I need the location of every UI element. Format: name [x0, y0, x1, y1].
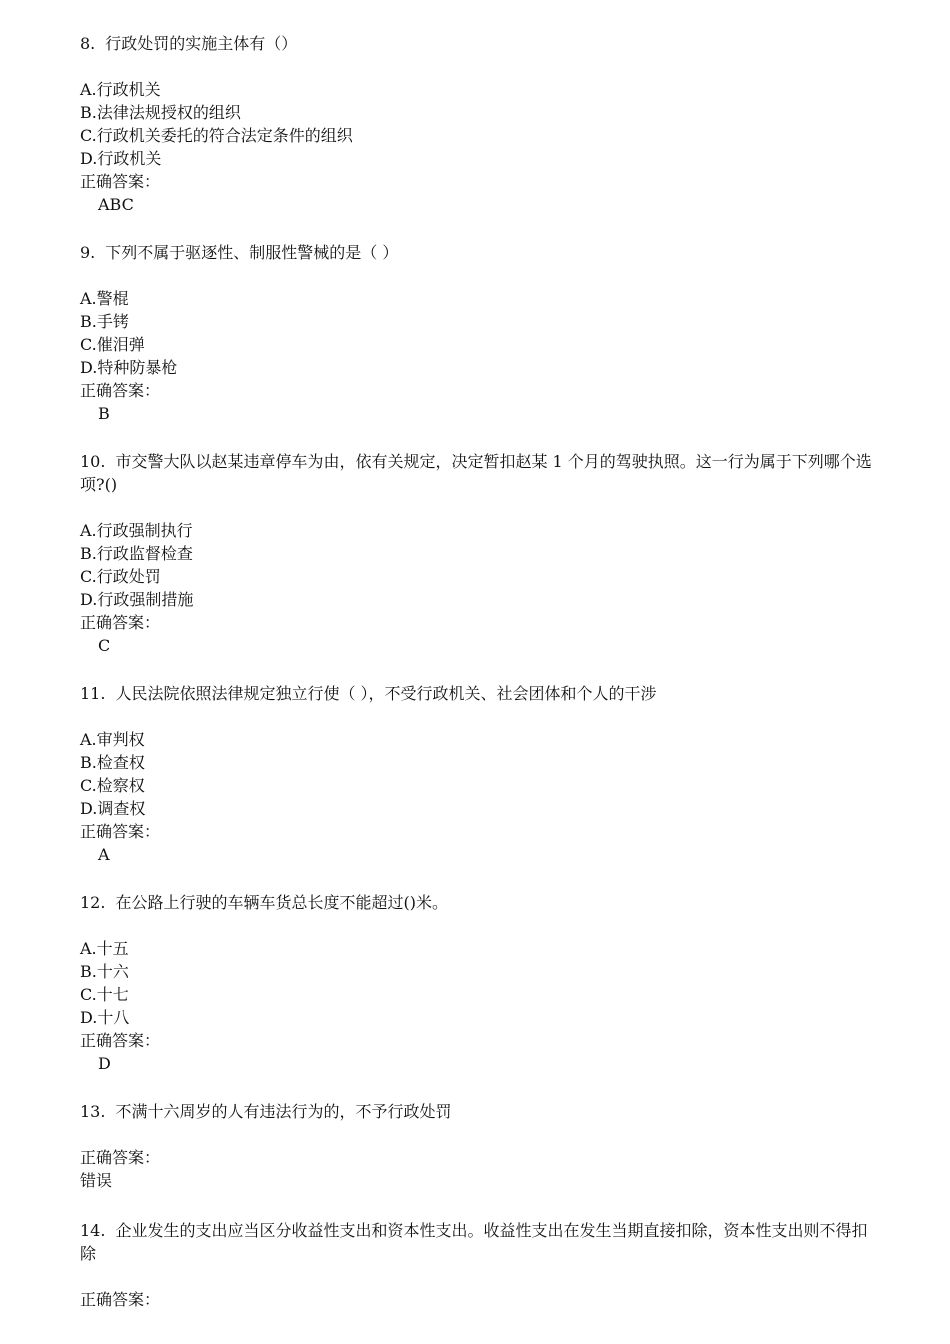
question-12	[80, 891, 880, 1075]
question-number: 14.	[80, 1221, 106, 1240]
answer-label: 正确答案：	[80, 381, 161, 400]
question-text: 下列不属于驱逐性、制服性警械的是（ ）	[105, 243, 399, 262]
question-stem	[80, 891, 880, 914]
option-a: A.十五	[80, 939, 129, 958]
answer-value: D	[98, 1054, 111, 1073]
question-number: 8.	[80, 34, 96, 53]
answer-value: ABC	[98, 195, 134, 214]
question-13	[80, 1100, 880, 1192]
question-stem	[80, 241, 880, 264]
question-text: 企业发生的支出应当区分收益性支出和资本性支出。收益性支出在发生当期直接扣除，资本性支出则不得扣除	[80, 1221, 868, 1263]
option-d: D.十八	[80, 1008, 130, 1027]
option-list	[80, 519, 880, 611]
option-b: B.十六	[80, 962, 129, 981]
question-stem	[80, 1219, 880, 1265]
question-11	[80, 682, 880, 866]
question-number: 13.	[80, 1102, 106, 1121]
question-text: 不满十六周岁的人有违法行为的，不予行政处罚	[115, 1102, 452, 1121]
answer-value: A	[98, 845, 110, 864]
question-stem	[80, 450, 880, 496]
option-c: C.行政处罚	[80, 567, 161, 586]
answer-value: B	[98, 404, 110, 423]
option-b: B.行政监督检查	[80, 544, 193, 563]
answer-label: 正确答案：	[80, 1290, 161, 1309]
question-text: 行政处罚的实施主体有（）	[105, 34, 298, 53]
option-list	[80, 937, 880, 1029]
option-a: A.行政机关	[80, 80, 161, 99]
question-number: 10.	[80, 452, 106, 471]
answer-value: 错误	[80, 1171, 113, 1190]
question-stem	[80, 1100, 880, 1123]
option-c: C.十七	[80, 985, 129, 1004]
answer-label: 正确答案：	[80, 172, 161, 191]
option-list	[80, 728, 880, 820]
option-c: C.行政机关委托的符合法定条件的组织	[80, 126, 353, 145]
question-number: 11.	[80, 684, 106, 703]
option-a: A.行政强制执行	[80, 521, 193, 540]
question-10	[80, 450, 880, 657]
option-b: B.手铐	[80, 312, 129, 331]
question-text: 人民法院依照法律规定独立行使（ ），不受行政机关、社会团体和个人的干涉	[115, 684, 657, 703]
question-number: 12.	[80, 893, 106, 912]
option-a: A.警棍	[80, 289, 129, 308]
question-number: 9.	[80, 243, 96, 262]
question-text: 在公路上行驶的车辆车货总长度不能超过()米。	[115, 893, 448, 912]
question-stem	[80, 32, 880, 55]
option-b: B.法律法规授权的组织	[80, 103, 241, 122]
question-text: 市交警大队以赵某违章停车为由，依有关规定，决定暂扣赵某 1 个月的驾驶执照。这一行为属于下列哪个选项?()	[80, 452, 872, 494]
option-a: A.审判权	[80, 730, 145, 749]
option-list	[80, 287, 880, 379]
question-8	[80, 32, 880, 216]
option-list	[80, 78, 880, 170]
option-c: C.催泪弹	[80, 335, 145, 354]
answer-label: 正确答案：	[80, 822, 161, 841]
option-d: D.行政机关	[80, 149, 162, 168]
question-9	[80, 241, 880, 425]
option-c: C.检察权	[80, 776, 145, 795]
question-14	[80, 1219, 880, 1311]
option-b: B.检查权	[80, 753, 145, 772]
question-stem	[80, 682, 880, 705]
answer-label: 正确答案：	[80, 1031, 161, 1050]
option-d: D.调查权	[80, 799, 146, 818]
answer-value: C	[98, 636, 111, 655]
option-d: D.特种防暴枪	[80, 358, 178, 377]
answer-label: 正确答案：	[80, 613, 161, 632]
option-d: D.行政强制措施	[80, 590, 194, 609]
answer-label: 正确答案：	[80, 1148, 161, 1167]
